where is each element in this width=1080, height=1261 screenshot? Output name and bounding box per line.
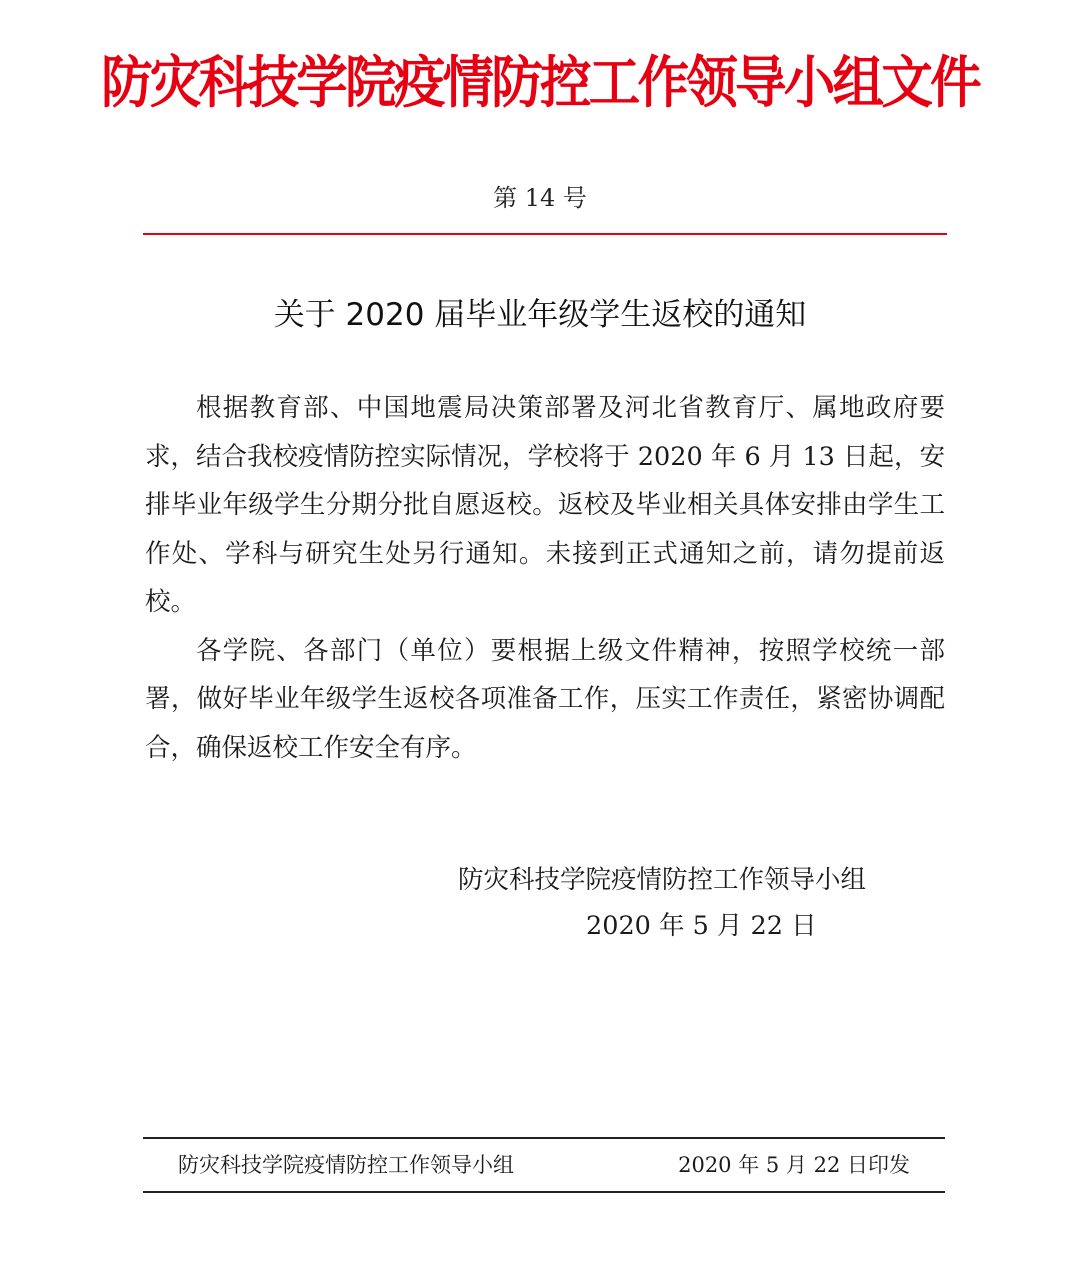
signature-organization: 防灾科技学院疫情防控工作领导小组 xyxy=(458,865,867,895)
notice-title: 关于 2020 届毕业年级学生返校的通知 xyxy=(273,297,807,333)
signature-date: 2020 年 5 月 22 日 xyxy=(586,911,817,941)
footer-issue-date: 2020 年 5 月 22 日印发 xyxy=(678,1153,910,1177)
header-red-divider xyxy=(143,233,947,235)
footer-bottom-divider xyxy=(143,1191,945,1193)
document-header-title: 防灾科技学院疫情防控工作领导小组文件 xyxy=(101,51,979,116)
body-paragraph-1: 根据教育部、中国地震局决策部署及河北省教育厅、属地政府要求，结合我校疫情防控实际情况，学校将于 2020 年 6 月 13 日起，安排毕业年级学生分期分批自愿返校。返校及毕业相关具体安排由学生工作处、学科与研究生处另行通知。未接到正式通知之前，请勿提前返校。 xyxy=(145,393,945,617)
footer-top-divider xyxy=(143,1137,945,1139)
footer-organization: 防灾科技学院疫情防控工作领导小组 xyxy=(178,1153,514,1177)
document-number: 第 14 号 xyxy=(493,184,587,212)
body-paragraph-2: 各学院、各部门（单位）要根据上级文件精神，按照学校统一部署，做好毕业年级学生返校各项准备工作，压实工作责任，紧密协调配合，确保返校工作安全有序。 xyxy=(145,635,945,763)
notice-body xyxy=(145,384,945,772)
